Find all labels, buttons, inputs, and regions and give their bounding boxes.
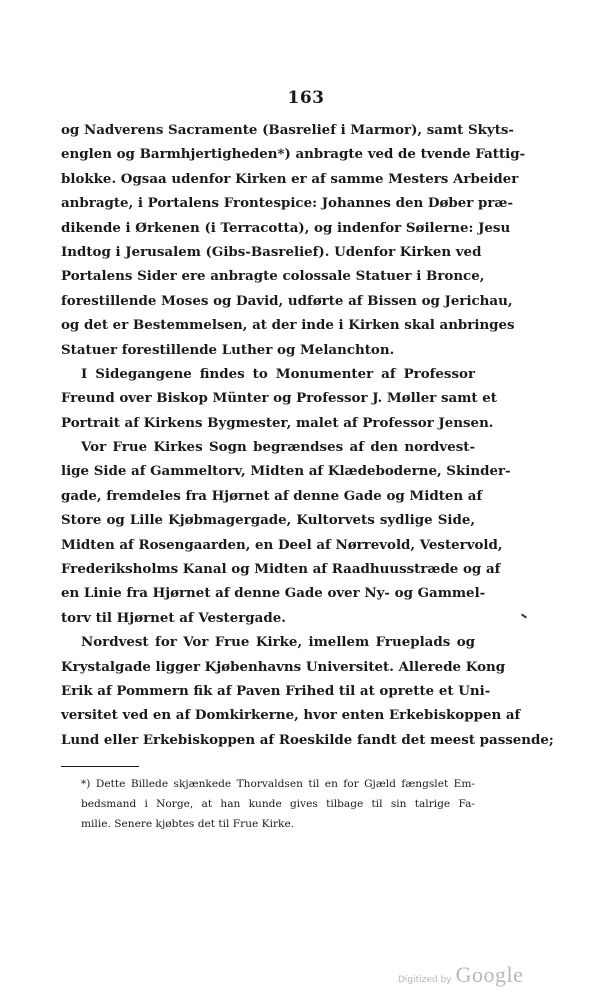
- digitized-watermark: [398, 962, 523, 988]
- watermark-prefix: Digitized by: [398, 975, 452, 985]
- footnote-line: *) Dette Billede skjænkede Thorvaldsen til en for Gjæld fængslet Em-: [81, 778, 475, 790]
- footnote-divider: [61, 766, 139, 767]
- text-line: Store og Lille Kjøbmagergade, Kultorvets sydlige Side,: [61, 512, 475, 529]
- body-text: [61, 118, 554, 752]
- stray-ink-mark: [521, 613, 527, 618]
- text-line: Vor Frue Kirkes Sogn begrændses af den nordvest-: [81, 439, 475, 456]
- footnote-line: milie. Senere kjøbtes det til Frue Kirke.: [81, 818, 295, 830]
- text-line: Nordvest for Vor Frue Kirke, imellem Frueplads og: [81, 634, 475, 651]
- google-logo: Google: [455, 962, 524, 987]
- text-line: Frederiksholms Kanal og Midten af Raadhuusstræde og af: [61, 561, 501, 578]
- text-line: versitet ved en af Domkirkerne, hvor enten Erkebiskoppen af: [61, 707, 521, 724]
- text-line: anbragte, i Portalens Frontespice: Johannes den Døber præ-: [61, 195, 514, 212]
- text-line: Krystalgade ligger Kjøbenhavns Universitet. Allerede Kong: [61, 658, 506, 675]
- text-line: torv til Hjørnet af Vestergade.: [61, 609, 286, 626]
- text-line: Indtog i Jerusalem (Gibs-Basrelief). Udenfor Kirken ved: [61, 243, 482, 260]
- text-line: og det er Bestemmelsen, at der inde i Kirken skal anbringes: [61, 317, 515, 334]
- footnote: [61, 774, 475, 834]
- footnote-line: bedsmand i Norge, at han kunde gives tilbage til sin talrige Fa-: [81, 798, 475, 810]
- text-line: en Linie fra Hjørnet af denne Gade over Ny- og Gammel-: [61, 585, 486, 602]
- text-line: Freund over Biskop Münter og Professor J. Møller samt et: [61, 390, 497, 407]
- text-line: gade, fremdeles fra Hjørnet af denne Gade og Midten af: [61, 487, 483, 504]
- text-line: lige Side af Gammeltorv, Midten af Klædeboderne, Skinder-: [61, 463, 511, 480]
- text-line: Midten af Rosengaarden, en Deel af Nørrevold, Vestervold,: [61, 536, 503, 553]
- text-line: Portalens Sider ere anbragte colossale Statuer i Bronce,: [61, 268, 485, 285]
- text-line: forestillende Moses og David, udførte af Bissen og Jerichau,: [61, 292, 513, 309]
- text-line: dikende i Ørkenen (i Terracotta), og indenfor Søilerne: Jesu: [61, 219, 511, 236]
- text-line: Erik af Pommern fik af Paven Frihed til at oprette et Uni-: [61, 682, 491, 699]
- text-line: Statuer forestillende Luther og Melanchton.: [61, 341, 395, 358]
- text-line: Portrait af Kirkens Bygmester, malet af Professor Jensen.: [61, 414, 494, 431]
- page-number: 163: [287, 88, 325, 108]
- text-line: Lund eller Erkebiskoppen af Roeskilde fandt det meest passende;: [61, 731, 554, 748]
- text-line: I Sidegangene findes to Monumenter af Professor: [81, 365, 475, 382]
- text-line: englen og Barmhjertigheden*) anbragte ved de tvende Fattig-: [61, 146, 526, 163]
- text-line: og Nadverens Sacramente (Basrelief i Marmor), samt Skyts-: [61, 122, 514, 138]
- text-line: blokke. Ogsaa udenfor Kirken er af samme Mesters Arbeider: [61, 170, 519, 187]
